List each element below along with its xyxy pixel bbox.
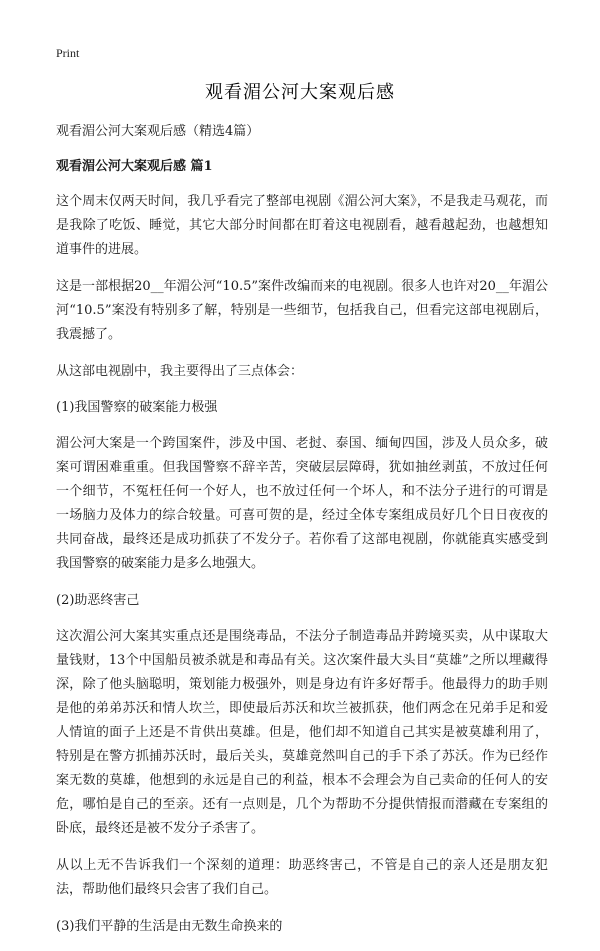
document-title: 观看湄公河大案观后感 <box>205 82 395 103</box>
paragraph-point-2: 这次湄公河大案其实重点还是围绕毒品，不法分子制造毒品并跨境买卖，从中谋取大量钱财，13个中国船员被杀就是和毒品有关。这次案件最大头目“莫雄”之所以埋藏得深，除了他头脑聪明，策划能力极强外，则是身边有许多好帮手。他最得力的助手则是他的弟弟苏沃和情人坎兰，即使最后苏沃和坎兰被抓获，他们两念在兄弟手足和爱人情谊的面子上还是不肯供出莫雄。但是，他们却不知道自己其实是被莫雄利用了，特别是在警方抓捕苏沃时，最后关头，莫雄竟然叫自己的手下杀了苏沃。作为已经作案无数的莫雄，他想到的永远是自己的利益，根本不会理会为自己卖命的任何人的安危，哪怕是自己的至亲。还有一点则是，几个为帮助不分提供情报而潜藏在专案组的卧底，最终还是被不发分子杀害了。 <box>56 629 548 836</box>
paragraph-point-1: 湄公河大案是一个跨国案件，涉及中国、老挝、泰国、缅甸四国，涉及人员众多，破案可谓困难重重。但我国警察不辞辛苦，突破层层障碍，犹如抽丝剥茧，不放过任何一个细节，不冤枉任何一个好人，也不放过任何一个坏人，和不法分子进行的可谓是一场脑力及体力的综合较量。可喜可贺的是，经过全体专案组成员好几个日日夜夜的共同奋战，最终还是成功抓获了不发分子。若你看了这部电视剧，你就能真实感受到我国警察的破案能力是多么地强大。 <box>56 436 548 571</box>
paragraph-lead-in: 从这部电视剧中，我主要得出了三点体会： <box>56 364 304 379</box>
paragraph-intro: 这个周末仅两天时间，我几乎看完了整部电视剧《湄公河大案》，不是我走马观花，而是我除了吃饭、睡觉，其它大部分时间都在盯着这电视剧看，越看越起劲，也越想知道事件的进展。 <box>56 194 548 257</box>
point-heading-3: (3)我们平静的生活是由无数生命换来的 <box>56 919 283 934</box>
paragraph-background: 这是一部根据20__年湄公河“10.5”案件改编而来的电视剧。很多人也许对20__年湄公河“10.5”案没有特别多了解，特别是一些细节，包括我自己，但看完这部电视剧后，我震撼了。 <box>56 279 548 342</box>
point-heading-1: (1)我国警察的破案能力极强 <box>56 400 218 415</box>
document-subtitle: 观看湄公河大案观后感（精选4篇） <box>56 124 260 139</box>
document-body <box>56 120 548 951</box>
paragraph-conclusion: 从以上无不告诉我们一个深刻的道理：助恶终害己，不管是自己的亲人还是朋友犯法，帮助他们最终只会害了我们自己。 <box>56 858 548 897</box>
section-title: 观看湄公河大案观后感 篇1 <box>56 159 213 174</box>
print-link[interactable]: Print <box>56 46 80 60</box>
point-heading-2: (2)助恶终害己 <box>56 593 140 608</box>
